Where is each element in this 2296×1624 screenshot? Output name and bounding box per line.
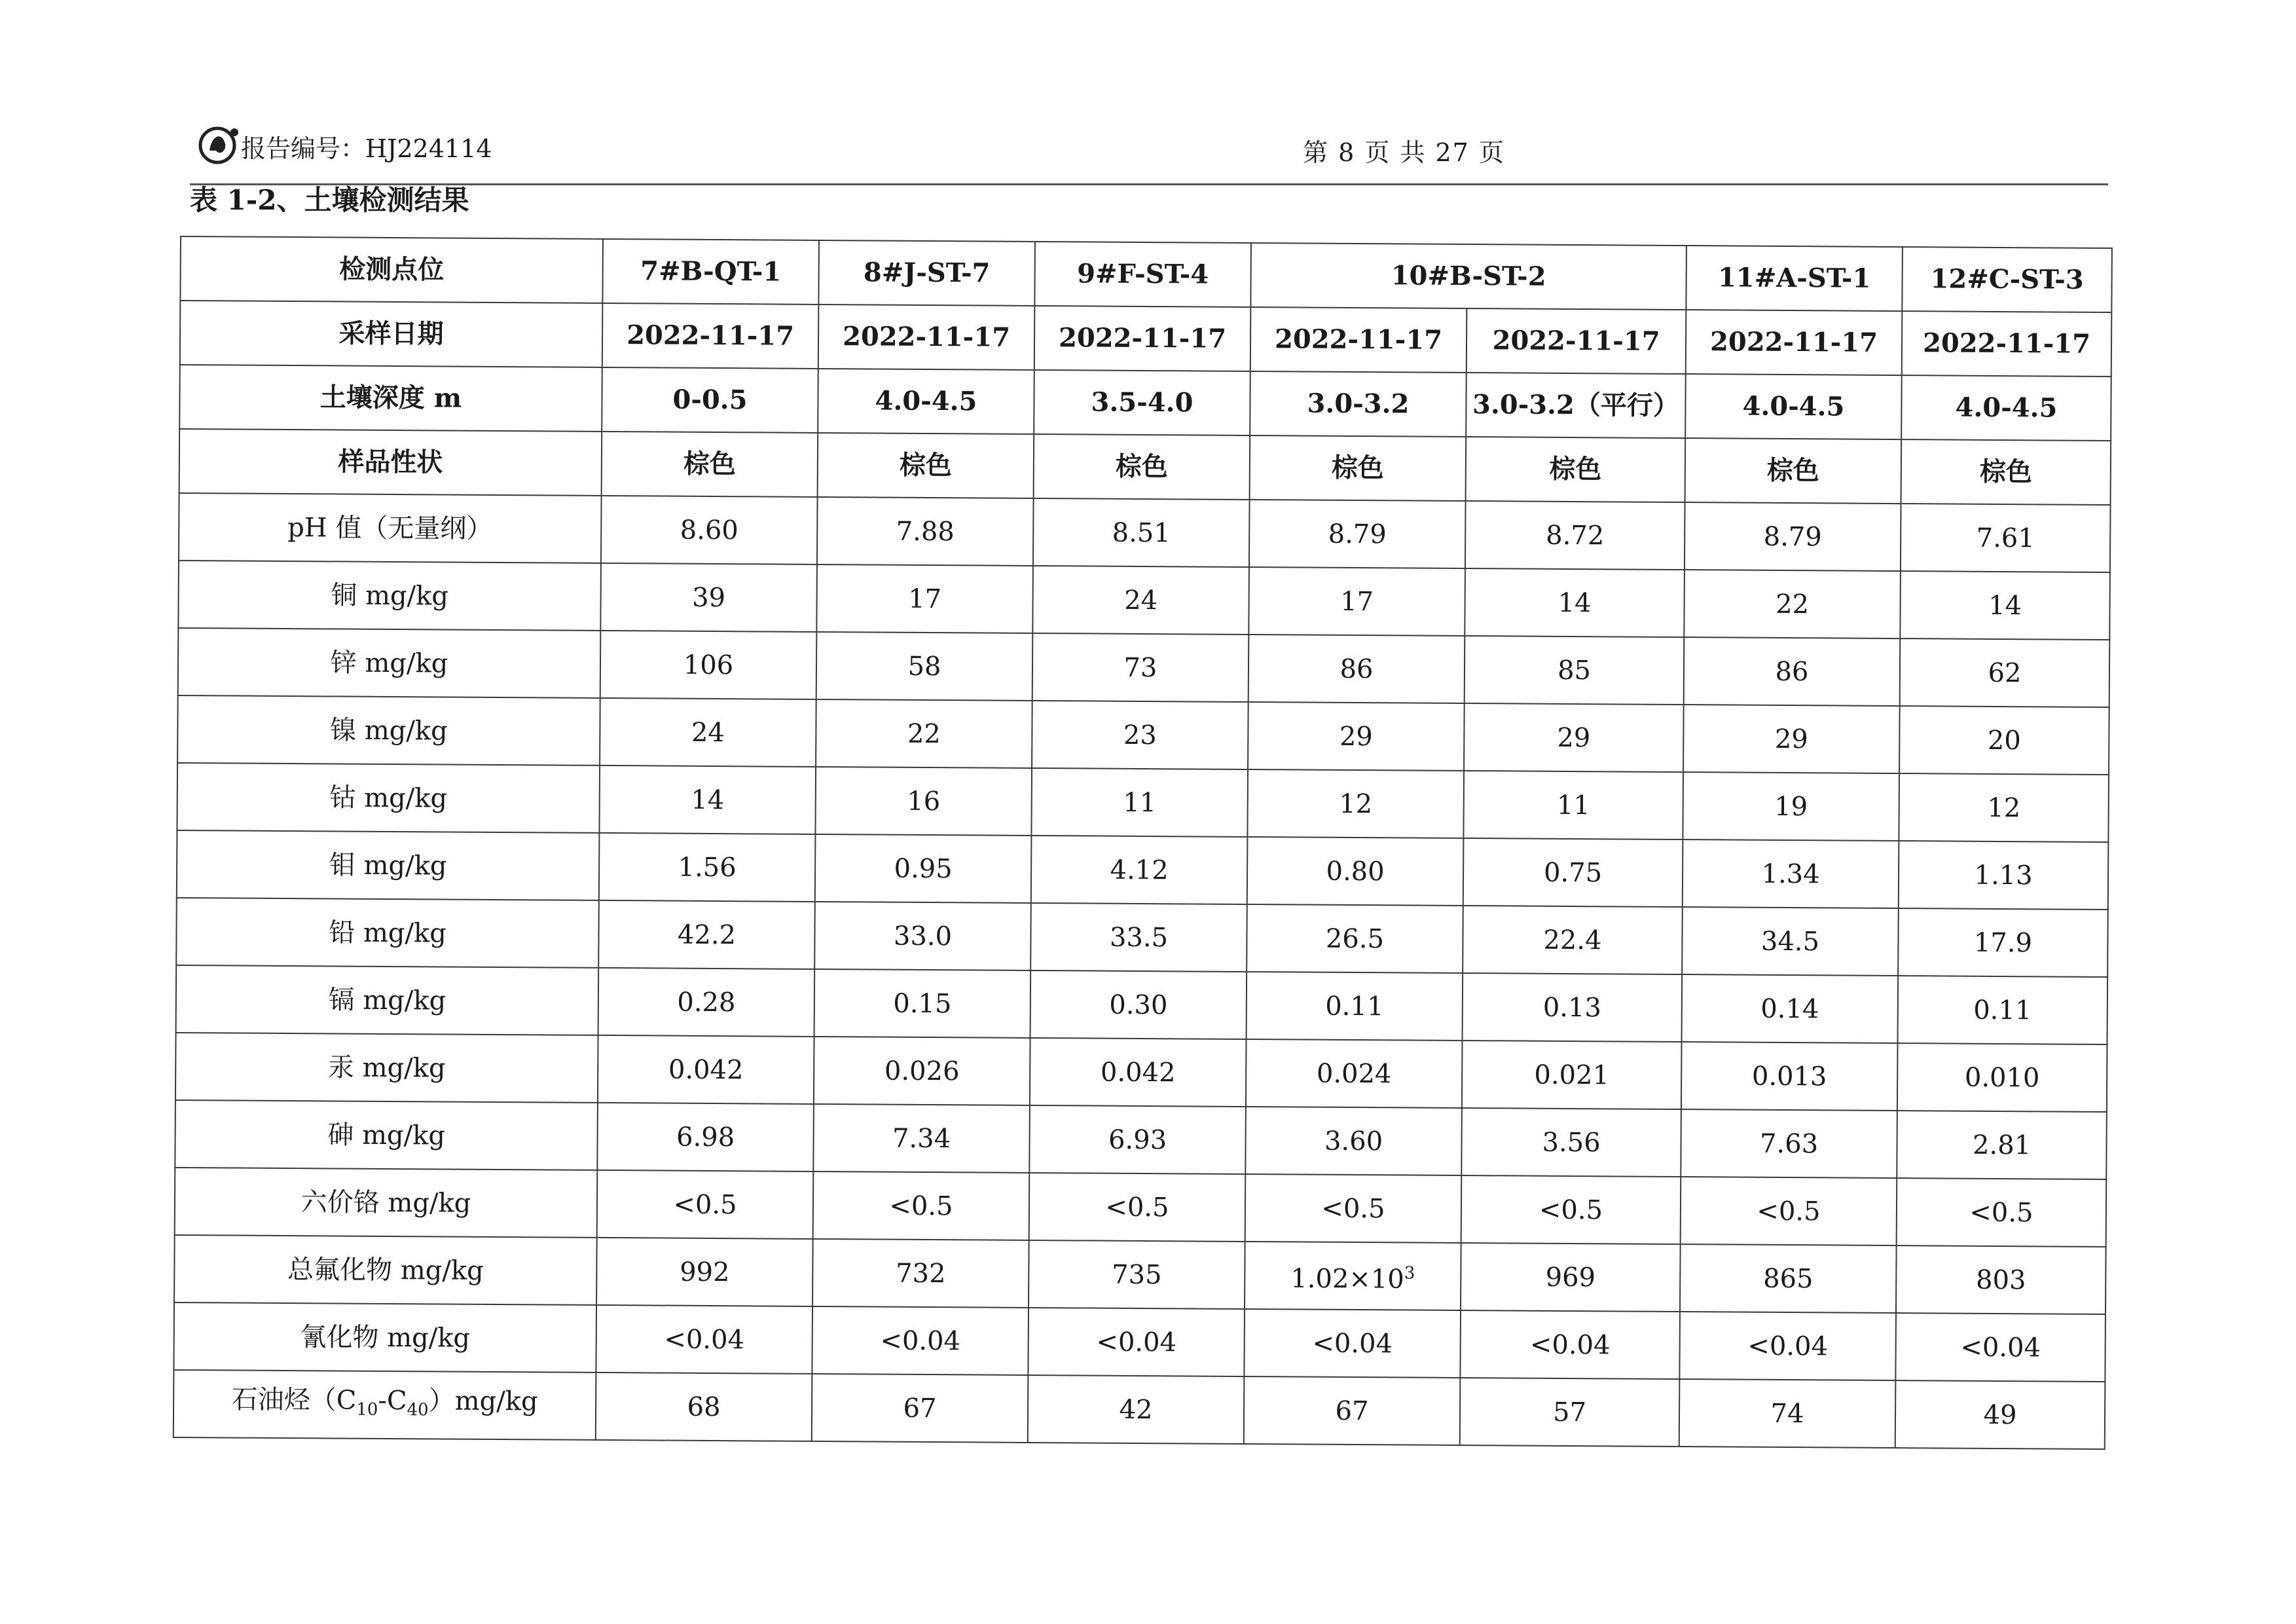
value-cell: 34.5 xyxy=(1682,907,1899,976)
point-cell: 12#C-ST-3 xyxy=(1902,247,2112,312)
table-row xyxy=(175,1168,2107,1247)
depth-cell: 3.5-4.0 xyxy=(1034,370,1250,435)
row-label: 六价铬 mg/kg xyxy=(175,1168,598,1238)
value-cell xyxy=(1245,1242,1461,1310)
petro-label-part: -C xyxy=(378,1385,407,1416)
trait-cell: 棕色 xyxy=(1901,439,2111,505)
value-cell: 1.56 xyxy=(599,833,816,902)
value-cell: 8.60 xyxy=(601,496,818,564)
depth-cell: 4.0-4.5 xyxy=(1901,375,2111,441)
value-cell: 0.15 xyxy=(814,969,1031,1038)
point-row xyxy=(180,236,2112,312)
point-cell: 8#J-ST-7 xyxy=(818,240,1035,306)
petro-label-part: ）mg/kg xyxy=(428,1385,538,1416)
value-cell: 8.79 xyxy=(1685,502,1901,571)
value-cell: 803 xyxy=(1896,1246,2106,1314)
value-cell: <0.5 xyxy=(1245,1174,1462,1243)
value-cell: <0.04 xyxy=(1679,1312,1896,1380)
table-row xyxy=(173,1370,2105,1449)
value-cell: 19 xyxy=(1683,772,1899,841)
value-cell: 42.2 xyxy=(598,900,815,969)
value-cell: 14 xyxy=(599,766,816,834)
value-cell: 16 xyxy=(815,767,1032,836)
row-label: 铜 mg/kg xyxy=(178,561,601,631)
row-label xyxy=(173,1370,596,1440)
value-cell: 0.010 xyxy=(1897,1043,2107,1112)
value-cell: 24 xyxy=(1032,566,1249,635)
table-row xyxy=(178,561,2110,640)
table-row xyxy=(178,628,2110,707)
value-cell: 42 xyxy=(1028,1375,1245,1444)
value-cell: 7.63 xyxy=(1681,1109,1897,1178)
value-cell: <0.5 xyxy=(1029,1173,1246,1242)
date-cell: 2022-11-17 xyxy=(1250,307,1467,373)
value-cell: 992 xyxy=(596,1238,813,1306)
date-cell: 2022-11-17 xyxy=(602,303,819,369)
soil-results-table xyxy=(173,236,2113,1450)
date-cell: 2022-11-17 xyxy=(1902,311,2112,377)
table-row xyxy=(176,965,2108,1044)
value-cell: 49 xyxy=(1895,1380,2105,1449)
value-cell: 12 xyxy=(1899,773,2109,842)
value-cell: 58 xyxy=(816,632,1033,701)
point-cell: 7#B-QT-1 xyxy=(602,239,819,304)
depth-cell: 4.0-4.5 xyxy=(818,369,1034,434)
value-cell: 22 xyxy=(1684,570,1901,638)
depth-cell: 0-0.5 xyxy=(602,367,818,433)
value-cell: 8.72 xyxy=(1465,501,1685,570)
value-cell: 86 xyxy=(1248,635,1465,703)
value-cell: 86 xyxy=(1684,637,1901,706)
value-cell: <0.5 xyxy=(1681,1177,1897,1246)
table-row xyxy=(175,1033,2107,1112)
value-cell: <0.5 xyxy=(1461,1175,1681,1244)
value-cell: 29 xyxy=(1248,702,1465,771)
value-cell: 20 xyxy=(1899,706,2109,775)
value-cell: 735 xyxy=(1029,1240,1245,1309)
value-cell: 0.042 xyxy=(598,1035,814,1104)
date-cell: 2022-11-17 xyxy=(1034,306,1251,371)
value-cell: 26.5 xyxy=(1247,904,1463,973)
depth-cell: 4.0-4.5 xyxy=(1685,374,1902,439)
table-row xyxy=(177,695,2109,775)
trait-row xyxy=(179,429,2111,505)
value-cell: <0.04 xyxy=(1244,1309,1461,1378)
value-cell: 0.11 xyxy=(1247,972,1463,1041)
value-cell: 29 xyxy=(1464,703,1684,772)
table-row xyxy=(176,898,2108,977)
trait-cell: 棕色 xyxy=(602,432,818,497)
sci-exponent: 3 xyxy=(1404,1263,1415,1283)
value-cell: 969 xyxy=(1461,1243,1681,1312)
value-cell: 7.88 xyxy=(817,497,1034,566)
value-cell: 73 xyxy=(1032,633,1249,702)
row-label: 汞 mg/kg xyxy=(175,1033,598,1103)
row-label: 镍 mg/kg xyxy=(177,695,600,766)
value-cell: 0.024 xyxy=(1246,1039,1463,1108)
value-cell: 0.026 xyxy=(814,1037,1030,1105)
value-cell: 0.042 xyxy=(1030,1038,1247,1107)
petro-label-part: 40 xyxy=(407,1399,429,1420)
value-cell: 33.5 xyxy=(1030,903,1247,972)
value-cell: <0.04 xyxy=(1460,1310,1680,1379)
value-cell: <0.5 xyxy=(813,1172,1030,1240)
value-cell: 0.80 xyxy=(1247,837,1464,906)
value-cell: 0.28 xyxy=(598,968,815,1037)
value-cell: 12 xyxy=(1247,769,1464,838)
value-cell: 6.93 xyxy=(1029,1105,1246,1174)
row-label: 钴 mg/kg xyxy=(177,763,600,833)
value-cell: 62 xyxy=(1900,638,2110,707)
value-cell: <0.5 xyxy=(1897,1178,2107,1247)
value-cell: 1.34 xyxy=(1683,840,1899,908)
company-logo-icon xyxy=(196,124,241,165)
point-cell: 9#F-ST-4 xyxy=(1034,242,1251,307)
value-cell: 3.60 xyxy=(1245,1107,1462,1175)
value-cell: 14 xyxy=(1900,571,2110,640)
value-cell: 17 xyxy=(816,564,1033,633)
value-cell: 67 xyxy=(812,1374,1029,1443)
depth-row xyxy=(179,365,2111,441)
page-header xyxy=(190,124,2108,185)
trait-cell: 棕色 xyxy=(1250,435,1467,501)
value-cell: 74 xyxy=(1679,1379,1896,1448)
trait-cell: 棕色 xyxy=(1466,437,1686,502)
value-cell: 0.95 xyxy=(815,834,1032,903)
table-row xyxy=(173,1302,2105,1382)
value-cell: 106 xyxy=(600,631,817,699)
depth-cell: 3.0-3.2 xyxy=(1250,371,1467,437)
value-cell: 7.34 xyxy=(813,1104,1030,1173)
row-label: 砷 mg/kg xyxy=(175,1100,598,1170)
value-cell: 11 xyxy=(1463,771,1683,840)
value-cell: 11 xyxy=(1031,768,1248,837)
point-cell: 11#A-ST-1 xyxy=(1686,246,1903,311)
date-row xyxy=(180,301,2112,377)
value-cell: 14 xyxy=(1465,568,1685,637)
value-cell: 23 xyxy=(1032,701,1248,769)
depth-label: 土壤深度 m xyxy=(179,365,602,432)
value-cell: 0.11 xyxy=(1898,976,2108,1044)
point-cell: 10#B-ST-2 xyxy=(1250,243,1686,310)
value-cell: 4.12 xyxy=(1031,836,1248,904)
point-label: 检测点位 xyxy=(180,236,603,303)
value-cell: <0.5 xyxy=(597,1170,814,1239)
value-cell: 24 xyxy=(600,698,816,767)
table-row xyxy=(175,1100,2107,1179)
date-cell: 2022-11-17 xyxy=(1686,310,1903,375)
date-label: 采样日期 xyxy=(180,301,603,367)
date-cell: 2022-11-17 xyxy=(1467,308,1686,374)
trait-label: 样品性状 xyxy=(179,429,602,496)
value-cell: 2.81 xyxy=(1897,1111,2107,1179)
page-number: 第 8 页 共 27 页 xyxy=(1303,138,1505,167)
value-cell: 0.013 xyxy=(1681,1042,1898,1111)
value-cell: 33.0 xyxy=(814,902,1031,970)
table-row xyxy=(179,493,2111,572)
value-cell: <0.04 xyxy=(812,1306,1029,1375)
report-number: 报告编号：HJ224114 xyxy=(241,134,492,163)
value-cell: 68 xyxy=(596,1373,812,1441)
row-label: 钼 mg/kg xyxy=(177,830,600,900)
result-rows xyxy=(173,493,2111,1449)
value-cell: 3.56 xyxy=(1461,1108,1681,1177)
value-cell: 0.13 xyxy=(1463,973,1683,1042)
value-cell: 39 xyxy=(600,563,817,632)
value-cell: 6.98 xyxy=(597,1103,814,1172)
value-cell: 8.51 xyxy=(1033,498,1250,567)
trait-cell: 棕色 xyxy=(818,433,1034,498)
value-cell: 57 xyxy=(1460,1378,1680,1447)
value-cell: 732 xyxy=(812,1239,1029,1308)
row-label: 镉 mg/kg xyxy=(176,965,599,1035)
value-cell: 0.14 xyxy=(1682,974,1899,1043)
petro-label-part: 石油烃（C xyxy=(231,1384,357,1416)
value-cell: 7.61 xyxy=(1901,504,2111,572)
table-row xyxy=(174,1235,2106,1314)
row-label: 铅 mg/kg xyxy=(176,898,599,968)
sci-base: 1.02×10 xyxy=(1290,1263,1404,1295)
value-cell: <0.04 xyxy=(1028,1308,1245,1376)
row-label: 氰化物 mg/kg xyxy=(173,1302,596,1373)
value-cell: <0.04 xyxy=(596,1305,812,1374)
value-cell: 0.75 xyxy=(1463,838,1683,907)
value-cell: 17 xyxy=(1248,567,1465,636)
value-cell: 865 xyxy=(1680,1244,1897,1313)
petro-label-part: 10 xyxy=(356,1399,378,1420)
table-row xyxy=(177,830,2109,910)
table-title: 表 1-2、土壤检测结果 xyxy=(190,184,469,216)
trait-cell: 棕色 xyxy=(1034,434,1250,500)
row-label: 总氟化物 mg/kg xyxy=(174,1235,597,1305)
value-cell: <0.04 xyxy=(1895,1313,2105,1382)
value-cell: 22 xyxy=(816,699,1032,768)
row-label: pH 值（无量纲） xyxy=(179,493,602,563)
value-cell: 22.4 xyxy=(1463,906,1683,974)
trait-cell: 棕色 xyxy=(1685,438,1902,504)
row-label: 锌 mg/kg xyxy=(178,628,601,698)
value-cell: 29 xyxy=(1683,705,1900,773)
date-cell: 2022-11-17 xyxy=(818,304,1035,370)
value-cell: 85 xyxy=(1465,636,1685,705)
value-cell: 0.30 xyxy=(1030,970,1247,1039)
value-cell: 8.79 xyxy=(1249,500,1466,568)
value-cell: 17.9 xyxy=(1898,908,2108,977)
table-row xyxy=(177,763,2109,842)
depth-cell: 3.0-3.2（平行） xyxy=(1466,373,1686,438)
value-cell: 1.13 xyxy=(1899,841,2109,910)
value-cell: 67 xyxy=(1244,1376,1461,1445)
value-cell: 0.021 xyxy=(1462,1041,1682,1109)
